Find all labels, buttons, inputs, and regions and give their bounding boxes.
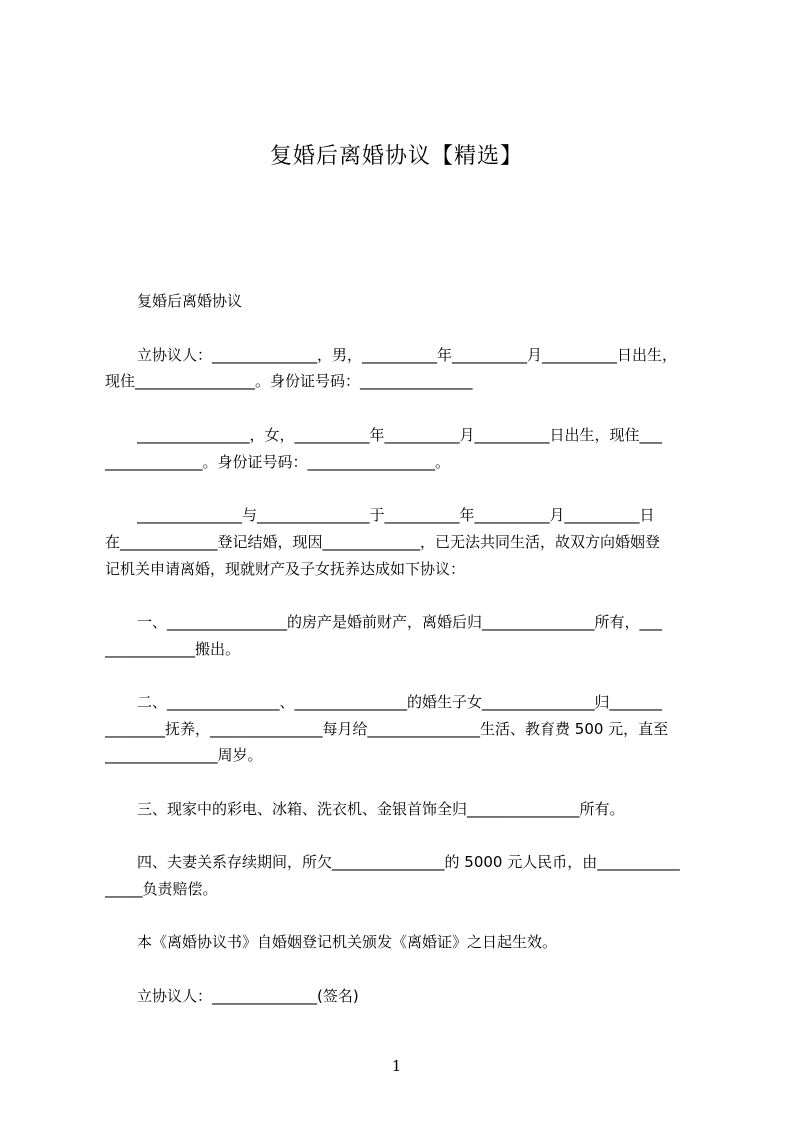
text-line: 三、现家中的彩电、冰箱、洗衣机、金银首饰全归_______________所有。 <box>137 800 625 818</box>
document-subtitle: 复婚后离婚协议 <box>137 292 243 310</box>
text-line: _____________。身份证号码：_________________。 <box>105 453 451 471</box>
text-line: ____________搬出。 <box>105 640 241 658</box>
text-line: 二、_______________、_______________的婚生子女_______________归_______ <box>137 693 663 711</box>
text-line: 立协议人：______________(签名) <box>137 987 359 1005</box>
text-line: _______________周岁。 <box>105 746 263 764</box>
text-line: _____负责赔偿。 <box>105 880 218 898</box>
text-line: 本《离婚协议书》自婚姻登记机关颁发《离婚证》之日起生效。 <box>137 933 558 951</box>
document-title: 复婚后离婚协议【精选】 <box>269 144 523 169</box>
text-line: _______________，女，__________年__________月__________日出生，现住___ <box>137 426 663 444</box>
text-line: ______________与_______________于__________年__________月__________日 <box>137 506 655 524</box>
text-line: 记机关申请离婚，现就财产及子女抚养达成如下协议： <box>105 560 466 578</box>
text-line: ________抚养，_______________每月给_______________生活、教育费 500 元，直至 <box>105 720 669 738</box>
page-number: 1 <box>391 1057 402 1075</box>
text-line: 一、________________的房产是婚前财产，离婚后归_______________所有，___ <box>137 613 663 631</box>
text-line: 四、夫妻关系存续期间，所欠_______________的 5000 元人民币，由___________ <box>137 853 680 871</box>
text-line: 在_____________登记结婚，现因_____________，已无法共同生活，故双方向婚姻登 <box>105 533 661 551</box>
text-line: 立协议人：______________，男，__________年__________月__________日出生， <box>137 346 678 364</box>
text-line: 现住________________。身份证号码：_______________ <box>105 372 473 390</box>
